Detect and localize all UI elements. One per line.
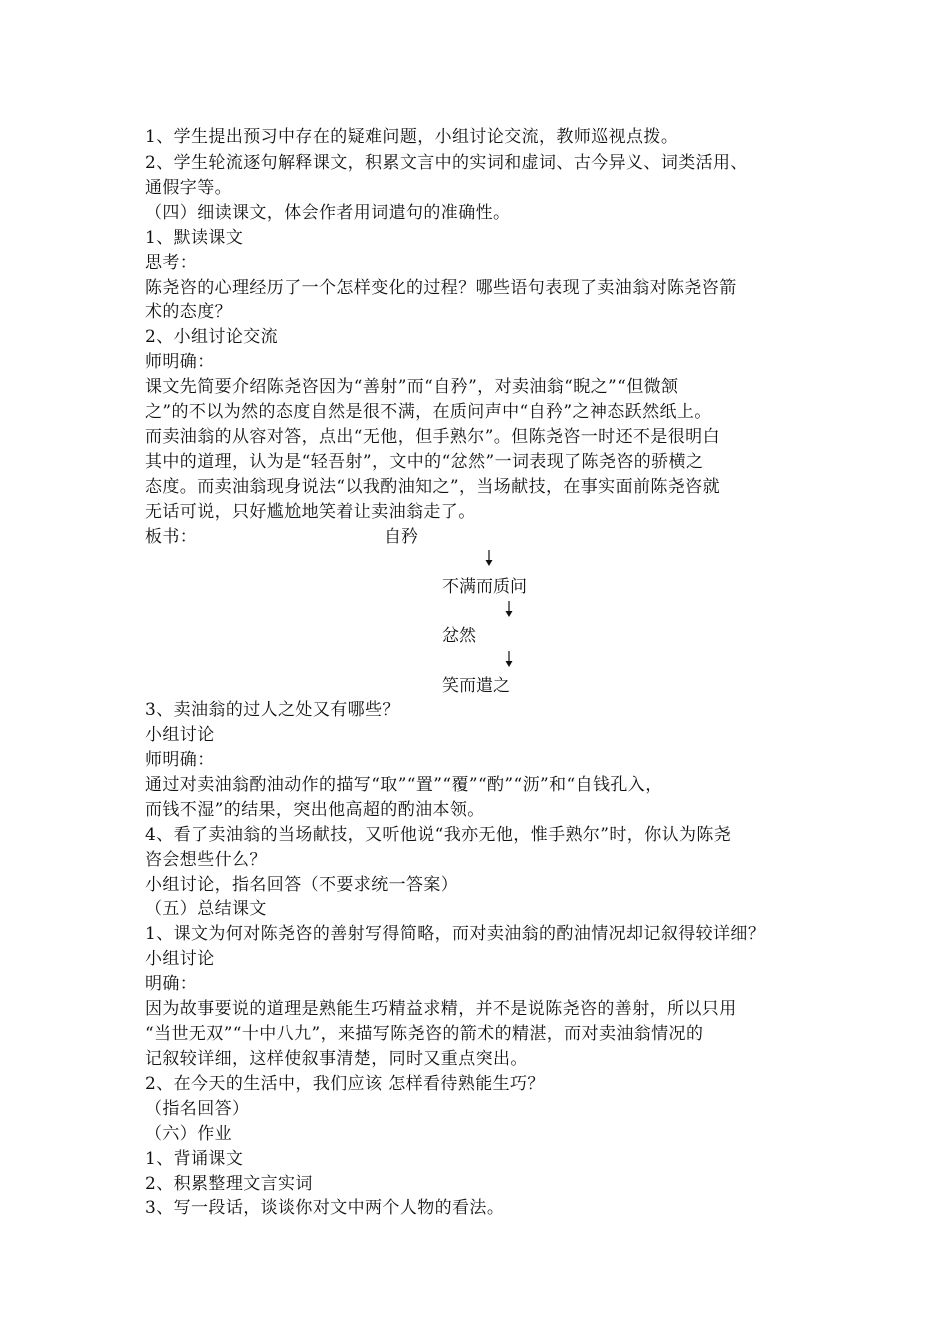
- text-line: （指名回答）: [145, 1099, 250, 1119]
- board-label: 板书：: [145, 527, 198, 547]
- text-line: 而卖油翁的从容对答，点出“无他，但手熟尔”。但陈尧咨一时还不是很明白: [145, 427, 720, 447]
- text-line: 无话可说，只好尴尬地笑着让卖油翁走了。: [145, 502, 476, 522]
- text-line: 3、卖油翁的过人之处又有哪些？: [145, 700, 400, 720]
- text-line: “当世无双”“十中八九”，来描写陈尧咨的箭术的精湛，而对卖油翁情况的: [145, 1024, 704, 1044]
- board-step-4: 笑而遣之: [442, 676, 510, 696]
- text-line: 2、积累整理文言实词: [145, 1174, 313, 1194]
- section-heading: （五）总结课文: [145, 899, 267, 919]
- text-line: 1、默读课文: [145, 228, 244, 248]
- text-line: 其中的道理，认为是“轻吾射”，文中的“忿然”一词表现了陈尧咨的骄横之: [145, 452, 704, 472]
- text-line: 2、小组讨论交流: [145, 327, 279, 347]
- text-line: 通过对卖油翁酌油动作的描写“取”“置”“覆”“酌”“沥”和“自钱孔入，: [145, 775, 663, 795]
- text-line: 2、学生轮流逐句解释课文，积累文言中的实词和虚词、古今异义、词类活用、: [145, 153, 748, 173]
- text-line: 因为故事要说的道理是熟能生巧精益求精，并不是说陈尧咨的善射，所以只用: [145, 999, 737, 1019]
- text-line: 思考：: [145, 253, 198, 273]
- text-line: 记叙较详细，这样使叙事清楚，同时又重点突出。: [145, 1049, 528, 1069]
- text-line: 明确：: [145, 974, 198, 994]
- text-line: 之”的不以为然的态度自然是很不满，在质问声中“自矜”之神态跃然纸上。: [145, 402, 712, 422]
- text-line: 态度。而卖油翁现身说法“以我酌油知之”，当场献技，在事实面前陈尧咨就: [145, 477, 720, 497]
- down-arrow-icon: [483, 548, 495, 568]
- text-line: 1、课文为何对陈尧咨的善射写得简略，而对卖油翁的酌油情况却记叙得较详细？: [145, 924, 766, 944]
- section-heading: （四）细读课文，体会作者用词遣句的准确性。: [145, 203, 511, 223]
- text-line: 小组讨论: [145, 725, 215, 745]
- text-line: 小组讨论，指名回答（不要求统一答案）: [145, 875, 459, 895]
- text-line: 3、写一段话，谈谈你对文中两个人物的看法。: [145, 1198, 505, 1218]
- section-heading: （六）作业: [145, 1124, 232, 1144]
- text-line: 师明确：: [145, 750, 215, 770]
- board-step-3: 忿然: [442, 626, 476, 646]
- text-line: 2、在今天的生活中，我们应该 怎样看待熟能生巧？: [145, 1074, 545, 1094]
- down-arrow-icon: [503, 649, 515, 669]
- text-line: 小组讨论: [145, 949, 215, 969]
- text-line: 课文先简要介绍陈尧咨因为“善射”而“自矜”，对卖油翁“睨之”“但微颔: [145, 377, 679, 397]
- text-line: 咨会想些什么？: [145, 850, 267, 870]
- text-line: 通假字等。: [145, 178, 232, 198]
- down-arrow-icon: [503, 599, 515, 619]
- text-line: 4、看了卖油翁的当场献技，又听他说“我亦无他，惟手熟尔”时，你认为陈尧: [145, 825, 732, 845]
- text-line: 而钱不湿”的结果，突出他高超的酌油本领。: [145, 800, 485, 820]
- board-step-2: 不满而质问: [442, 577, 527, 597]
- board-step-1: 自矜: [384, 527, 418, 547]
- text-line: 术的态度？: [145, 302, 232, 322]
- text-line: 师明确：: [145, 352, 215, 372]
- text-line: 1、背诵课文: [145, 1149, 244, 1169]
- text-line: 陈尧咨的心理经历了一个怎样变化的过程？哪些语句表现了卖油翁对陈尧咨箭: [145, 278, 737, 298]
- text-line: 1、学生提出预习中存在的疑难问题，小组讨论交流，教师巡视点拨。: [145, 127, 679, 147]
